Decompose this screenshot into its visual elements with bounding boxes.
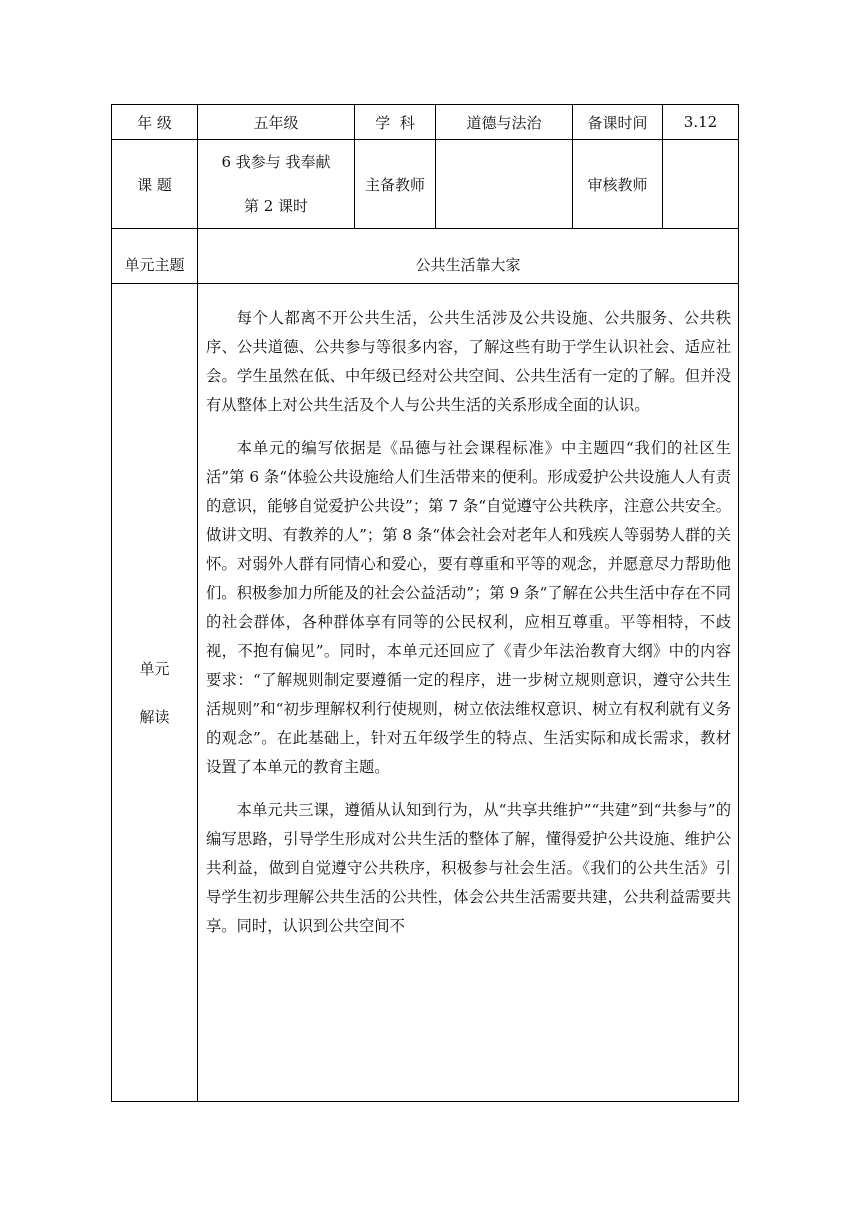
unit-reading-content: [198, 284, 739, 1102]
unit-theme-value: 公共生活靠大家: [198, 229, 739, 284]
header-row: [112, 105, 739, 140]
reading-paragraph-1: 每个人都离不开公共生活，公共生活涉及公共设施、公共服务、公共秩序、公共道德、公共参与等很多内容，了解这些有助于学生认识社会、适应社会。学生虽然在低、中年级已经对公共空间、公共生活有一定的了解。但并没有从整体上对公共生活及个人与公共生活的关系形成全面的认识。: [206, 309, 731, 414]
main-teacher-label: 主备教师: [355, 140, 436, 229]
lesson-title-line1: 6 我参与 我奉献: [221, 153, 331, 171]
unit-reading-label: [112, 284, 198, 1102]
reading-row: [112, 284, 739, 1102]
unit-theme-label: 单元主题: [112, 229, 198, 284]
unit-reading-label-line1: 单元: [139, 659, 170, 678]
grade-label: 年 级: [112, 105, 198, 140]
subject-label: 学 科: [355, 105, 436, 140]
prep-time-label: 备课时间: [573, 105, 663, 140]
main-teacher-value: [436, 140, 573, 229]
grade-value: 五年级: [198, 105, 355, 140]
lesson-plan-table: [111, 104, 739, 1102]
lesson-label: 课 题: [112, 140, 198, 229]
lesson-title-line2: 第 2 课时: [243, 197, 309, 215]
theme-row: [112, 229, 739, 284]
lesson-title: [198, 140, 355, 229]
reading-paragraph-2: 本单元的编写依据是《品德与社会课程标准》中主题四“我们的社区生活”第 6 条“体验公共设施给人们生活带来的便利。形成爱护公共设施人人有责的意识，能够自觉爱护公共设”；第 7 条“自觉遵守公共秩序，注意公共安全。做讲文明、有教养的人”；第 8 条“体会社会对老年人和残疾人等弱势人群的关怀。对弱外人群有同情心和爱心，要有尊重和平等的观念，并愿意尽力帮助他们。积极参加力所能及的社会公益活动”；第 9 条“了解在公共生活中存在不同的社会群体，各种群体享有同等的公民权利，应相互尊重。平等相特，不歧视，不抱有偏见”。同时，本单元还回应了《青少年法治教育大纲》中的内容要求：“了解规则制定要遵循一定的程序，进一步树立规则意识，遵守公共生活规则”和“初步理解权利行使规则，树立依法维权意识、树立有权利就有义务的观念”。在此基础上，针对五年级学生的特点、生活实际和成长需求，教材设置了本单元的教育主题。: [206, 439, 731, 776]
subject-value: 道德与法治: [436, 105, 573, 140]
reviewer-label: 审核教师: [573, 140, 663, 229]
prep-time-value: 3.12: [663, 105, 739, 140]
reading-paragraph-3: 本单元共三课，遵循从认知到行为，从“共享共维护”“共建”到“共参与”的编写思路，引导学生形成对公共生活的整体了解，懂得爱护公共设施、维护公共利益，做到自觉遵守公共秩序，积极参与社会生活。《我们的公共生活》引导学生初步理解公共生活的公共性，体会公共生活需要共建，公共利益需要共享。同时，认识到公共空间不: [206, 801, 731, 935]
lesson-row: [112, 140, 739, 229]
unit-reading-label-line2: 解读: [139, 707, 170, 726]
reviewer-value: [663, 140, 739, 229]
